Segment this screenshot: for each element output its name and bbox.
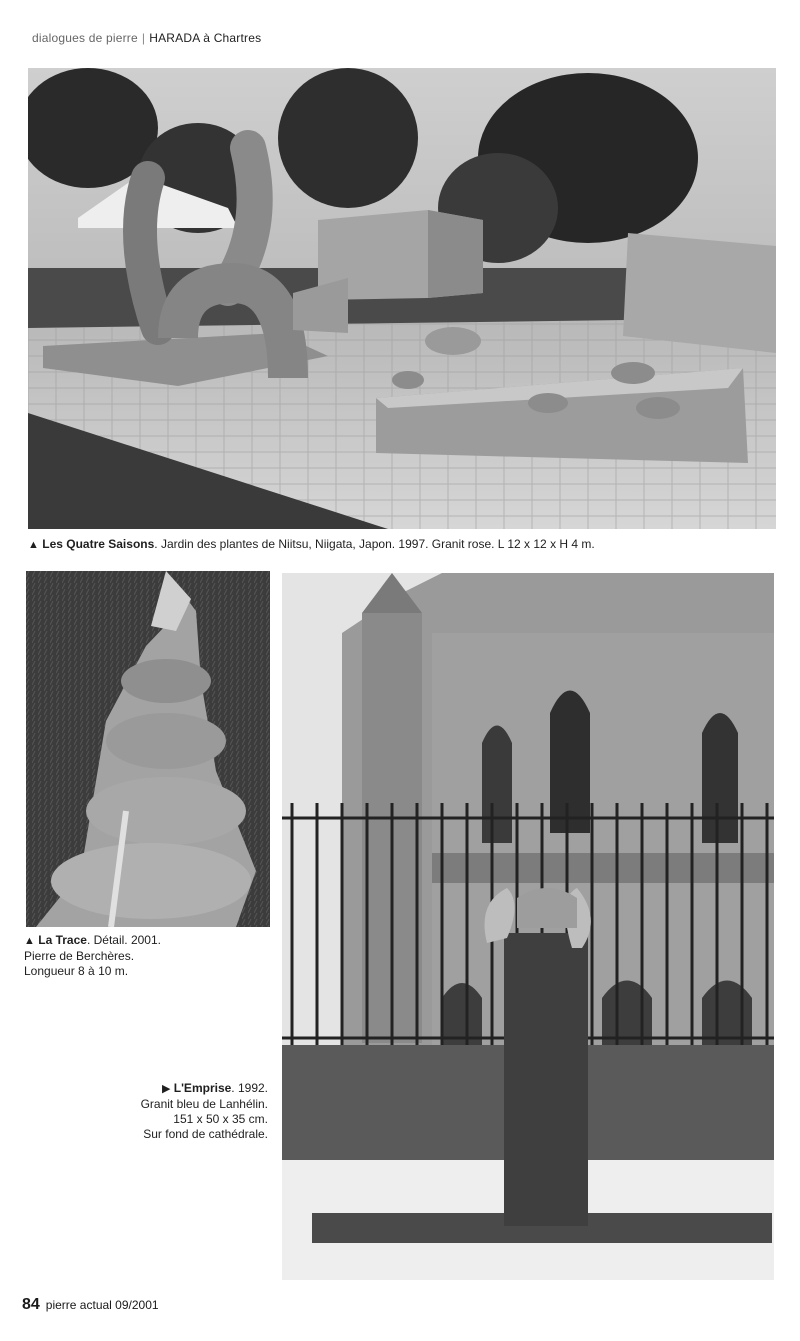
artwork-details: . Jardin des plantes de Niitsu, Niigata, Japon. 1997. Granit rose. L 12 x 12 x H 4 m. <box>154 537 595 551</box>
artwork-material: Pierre de Berchères. <box>24 949 135 963</box>
running-header <box>32 31 261 45</box>
section-label: dialogues de pierre <box>32 31 138 45</box>
header-separator: | <box>141 31 146 45</box>
artwork-dimensions: Longueur 8 à 10 m. <box>24 964 129 978</box>
triangle-up-icon: ▲ <box>28 539 39 551</box>
artwork-title: L'Emprise <box>173 1081 232 1095</box>
photo-la-trace <box>26 571 270 927</box>
artwork-material: Granit bleu de Lanhélin. <box>140 1097 268 1111</box>
caption-la-trace <box>24 933 264 979</box>
page-number: 84 <box>22 1296 40 1313</box>
artwork-dimensions: 151 x 50 x 35 cm. <box>173 1112 268 1126</box>
artwork-title: Les Quatre Saisons <box>42 537 155 551</box>
artwork-setting: Sur fond de cathédrale. <box>143 1127 268 1141</box>
photo-l-emprise <box>282 573 774 1280</box>
caption-l-emprise <box>100 1081 268 1142</box>
triangle-up-icon: ▲ <box>24 935 35 947</box>
artwork-date: . Détail. 2001. <box>86 933 161 947</box>
article-title: HARADA à Chartres <box>149 31 262 45</box>
page-footer <box>22 1296 159 1314</box>
caption-les-quatre-saisons <box>28 537 788 553</box>
photo-les-quatre-saisons <box>28 68 776 529</box>
artwork-title: La Trace <box>38 933 87 947</box>
triangle-right-icon: ▶ <box>161 1083 171 1095</box>
publication-name: pierre actual 09/2001 <box>45 1298 159 1312</box>
artwork-date: . 1992. <box>231 1081 268 1095</box>
